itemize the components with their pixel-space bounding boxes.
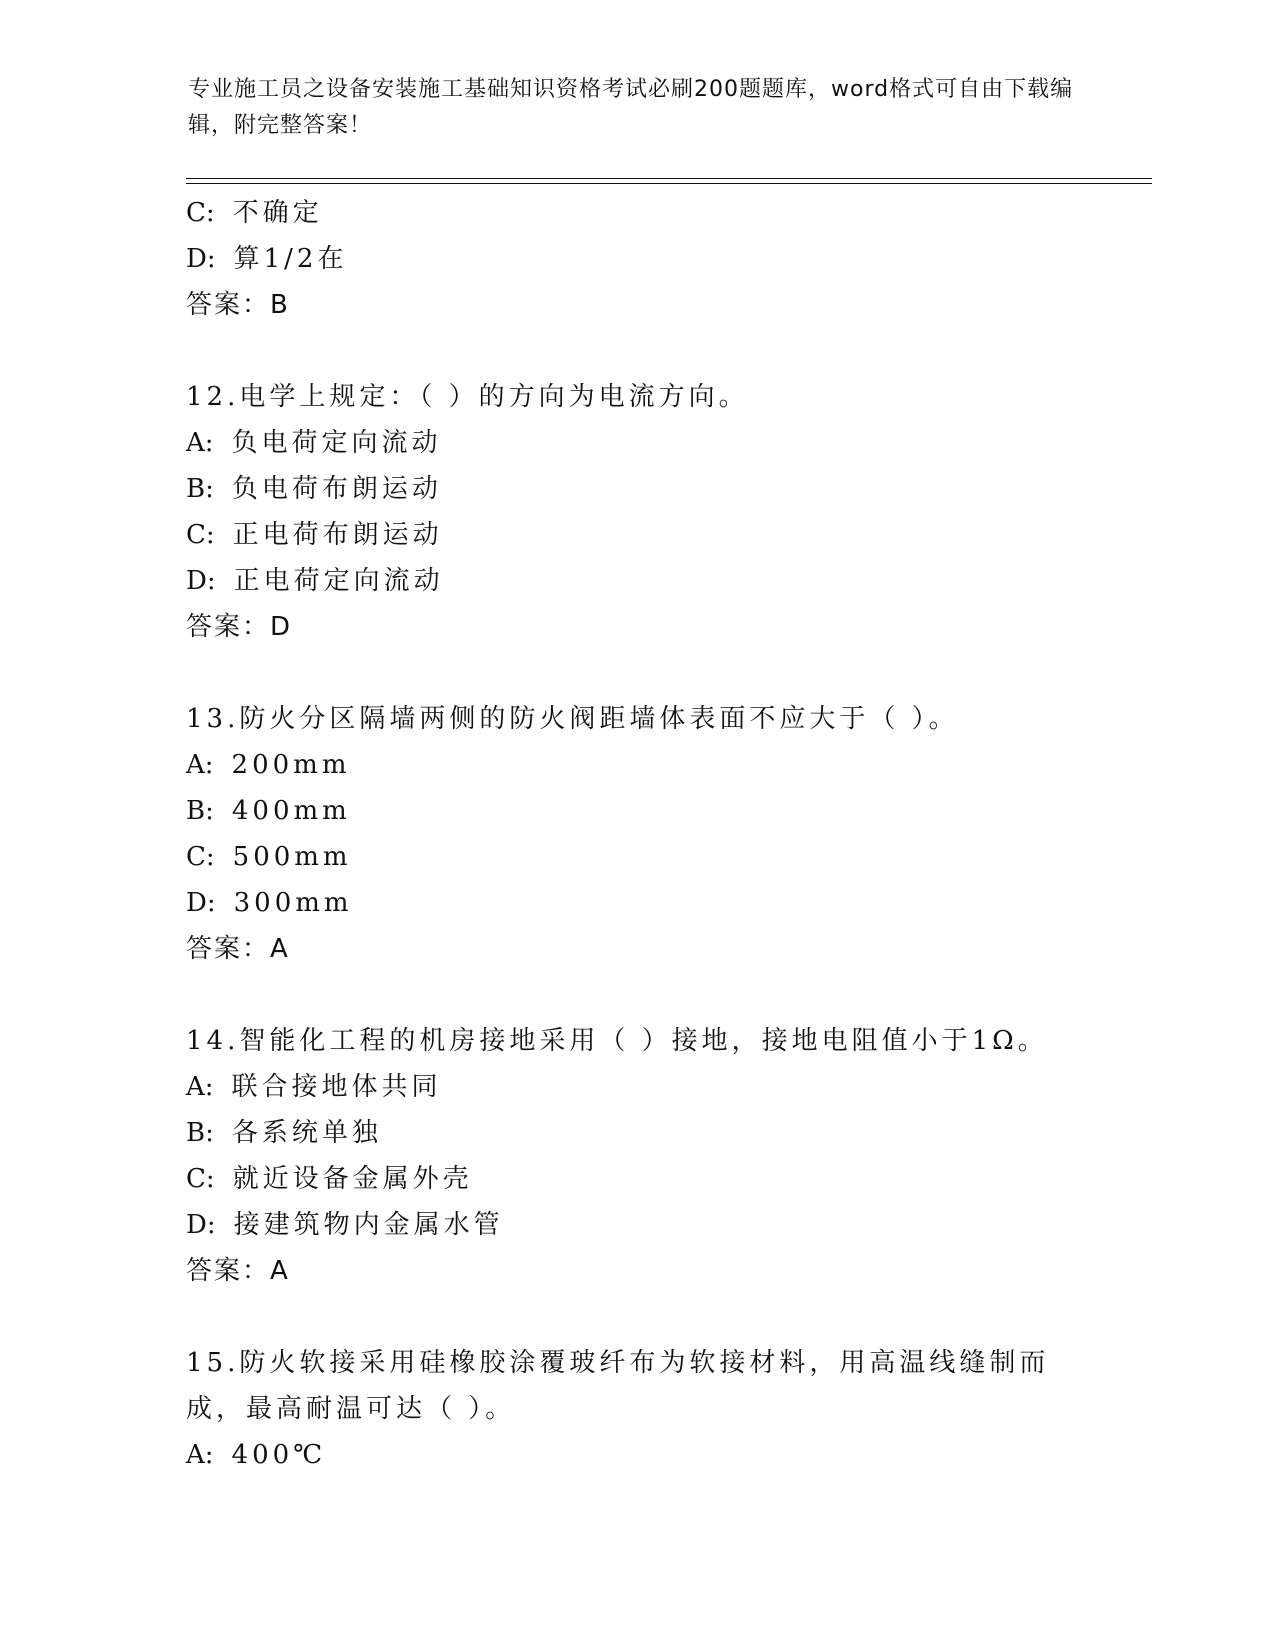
option-text: 各系统单独 [231,1118,382,1148]
option-prefix: A: [186,1440,214,1470]
document-header [188,72,1088,144]
option-prefix: B: [186,796,214,826]
header-rule-bottom [186,183,1152,184]
header-text: 专业施工员之设备安装施工基础知识资格考试必刷200题题库，word格式可自由下载编辑，附完整答案！ [188,77,1074,138]
option-d [186,1202,1146,1248]
option-c [186,512,1146,558]
option-d [186,236,1146,282]
option-a [186,1064,1146,1110]
option-prefix: D: [186,244,216,274]
option-prefix: C: [186,842,215,872]
answer-line: 答案：A [186,1256,290,1286]
option-b [186,466,1146,512]
option-text: 联合接地体共同 [231,1072,442,1102]
option-c [186,834,1146,880]
option-prefix: D: [186,566,216,596]
option-prefix: A: [186,750,214,780]
option-prefix: D: [186,1210,216,1240]
option-b [186,788,1146,834]
option-prefix: A: [186,1072,214,1102]
spacer [186,1294,1146,1340]
option-text: 负电荷定向流动 [231,428,442,458]
option-text: 正电荷定向流动 [233,566,444,596]
option-text: 正电荷布朗运动 [232,520,443,550]
option-text: 200mm [231,750,351,780]
option-prefix: C: [186,198,215,228]
question-stem: 15.防火软接采用硅橡胶涂覆玻纤布为软接材料，用高温线缝制而成，最高耐温可达（ ）。 [186,1348,1050,1424]
option-prefix: C: [186,1164,215,1194]
option-text: 负电荷布朗运动 [231,474,442,504]
option-prefix: C: [186,520,215,550]
option-text: 接建筑物内金属水管 [233,1210,504,1240]
question-content [186,190,1146,1478]
option-text: 不确定 [232,198,323,228]
spacer [186,328,1146,374]
question-stem: 12.电学上规定：（ ）的方向为电流方向。 [186,382,749,412]
header-rule-top [186,178,1152,179]
question-stem: 13.防火分区隔墙两侧的防火阀距墙体表面不应大于（ ）。 [186,704,959,734]
option-a [186,742,1146,788]
option-a [186,1432,1146,1478]
option-prefix: B: [186,474,214,504]
option-d [186,880,1146,926]
option-text: 500mm [232,842,352,872]
option-a [186,420,1146,466]
option-c [186,1156,1146,1202]
option-prefix: D: [186,888,216,918]
option-text: 300mm [233,888,353,918]
option-prefix: B: [186,1118,214,1148]
question-stem: 14.智能化工程的机房接地采用（ ）接地，接地电阻值小于1Ω。 [186,1026,1048,1056]
option-text: 400℃ [231,1440,327,1470]
option-c [186,190,1146,236]
option-prefix: A: [186,428,214,458]
spacer [186,650,1146,696]
answer-line: 答案：A [186,934,290,964]
option-text: 400mm [231,796,351,826]
option-text: 就近设备金属外壳 [232,1164,473,1194]
option-text: 算1/2在 [233,244,348,274]
spacer [186,972,1146,1018]
option-b [186,1110,1146,1156]
answer-line: 答案：B [186,290,290,320]
answer-line: 答案：D [186,612,293,642]
option-d [186,558,1146,604]
